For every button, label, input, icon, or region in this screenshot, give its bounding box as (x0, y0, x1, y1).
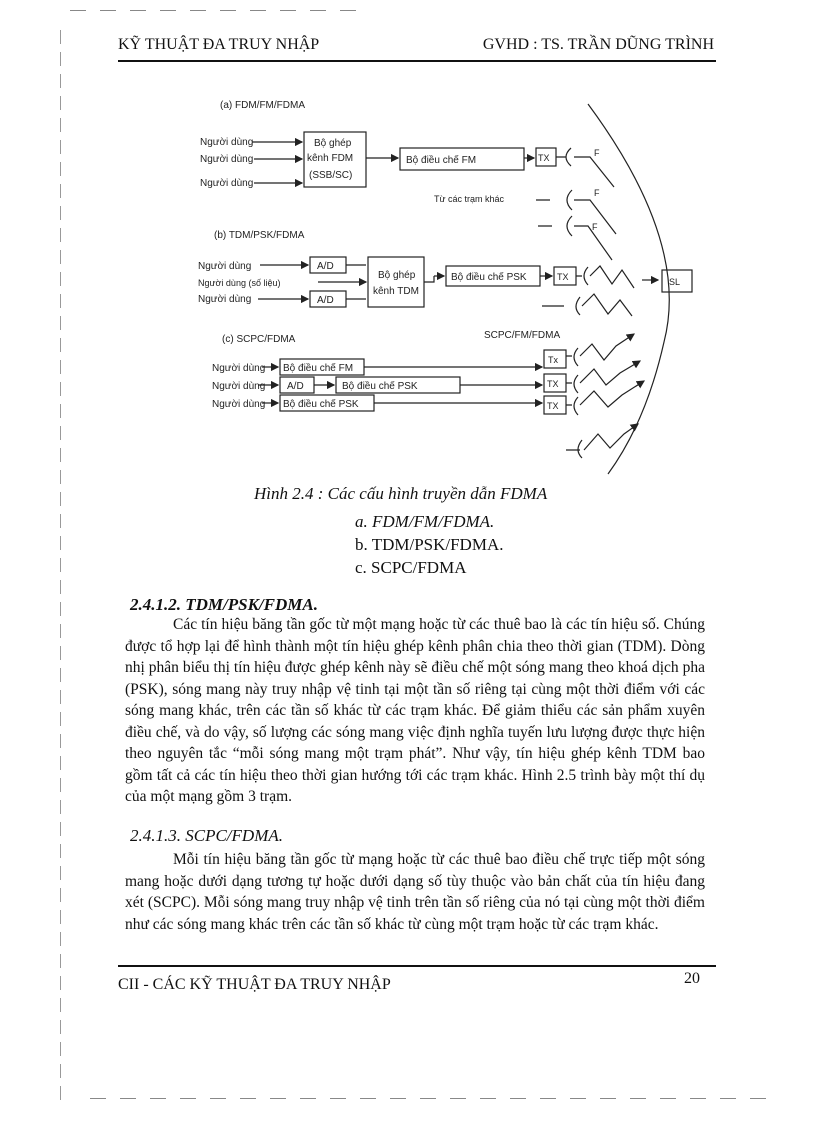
caption-item-b: b. TDM/PSK/FDMA. (355, 535, 504, 554)
fig-c-tx-3: TX (547, 401, 559, 411)
fig-a-user-2: Người dùng (200, 154, 254, 165)
fig-b-ad-1: A/D (317, 261, 334, 272)
footer-chapter: CII - CÁC KỸ THUẬT ĐA TRUY NHẬP (118, 976, 391, 993)
page-footer (118, 965, 716, 997)
fig-a-other-stations: Từ các trạm khác (434, 194, 505, 204)
fig-a-title: (a) FDM/FM/FDMA (220, 100, 305, 111)
fig-c-tx-1: Tx (548, 355, 558, 365)
fig-c-ad: A/D (287, 381, 304, 392)
fig-b-user-3: Người dùng (198, 294, 252, 305)
scan-artifact-bottom (90, 1098, 770, 1099)
page-header (118, 34, 716, 62)
caption-item-a: a. FDM/FM/FDMA. (355, 512, 495, 531)
fig-c-user-3: Người dùng (212, 399, 266, 410)
fig-c-title: (c) SCPC/FDMA (222, 334, 296, 345)
fig-a-user-1: Người dùng (200, 137, 254, 148)
tdm-mux-line2: kênh TDM (373, 286, 419, 297)
tdm-mux-line1: Bộ ghép (378, 270, 416, 281)
caption-item-c: c. SCPC/FDMA (355, 558, 467, 577)
fig-b-tx: TX (557, 272, 569, 282)
fig-c-user-2: Người dùng (212, 381, 266, 392)
fig-a-fm-mod: Bộ điều chế FM (406, 155, 477, 166)
fig-c-tx-2: TX (547, 379, 559, 389)
section-body-tdm-psk: Các tín hiệu băng tần gốc từ một mạng hoặc từ các thuê bao là các tín hiệu số. Chúng được tổ hợp lại để hình thành một tín hiệu ghép kênh phân chia theo thời gian (TDM). Dòng nhị phân biểu thị tín hiệu được ghép kênh này sẽ điều chế một sóng mang theo khoá dịch pha (PSK), sóng mang này truy nhập vệ tinh tại một tần số riêng tại cùng một thời điểm với các sóng mang khác, trên các tần số khác từ các trạm khác. Để giảm thiểu các sản phẩm xuyên điều chế, và do vậy, số lượng các sóng mang việc định nghĩa tuyến lưu lượng được thực hiện theo nguyên tắc “mỗi sóng mang một trạm phát”. Như vậy, tín hiệu ghép kênh TDM bao gồm tất cả các tín hiệu theo thời gian hướng tới các trạm khác. Hình 2.5 trình bày một thí dụ của một mạng gồm 3 trạm. (125, 616, 705, 805)
section-body-scpc: Mỗi tín hiệu băng tần gốc từ mạng hoặc từ các thuê bao điều chế trực tiếp một sóng mang hoặc dưới dạng tương tự hoặc dưới dạng số tùy thuộc vào bản chất của tín hiệu đang xét (SCPC). Mỗi sóng mang truy nhập vệ tinh trên tần số riêng của nó tại cùng một thời điểm như các sóng mang khác trên các tần số khác từ cùng một trạm hoặc từ các trạm khác. (125, 851, 705, 933)
section-heading-tdm-psk: 2.4.1.2. TDM/PSK/FDMA. (130, 595, 318, 614)
fig-a-user-3: Người dùng (200, 178, 254, 189)
section-heading-scpc: 2.4.1.3. SCPC/FDMA. (130, 826, 283, 845)
fig-b-ad-2: A/D (317, 295, 334, 306)
fig-a-freq-1: F (594, 148, 600, 158)
fdm-mux-line2: kênh FDM (307, 153, 354, 164)
fig-b-user-data: Người dùng (số liệu) (198, 278, 281, 288)
fig-c-right-title: SCPC/FM/FDMA (484, 330, 561, 341)
fig-a-freq-2: F (594, 188, 600, 198)
figure-caption: Hình 2.4 : Các cấu hình truyền dẫn FDMA (254, 484, 548, 503)
fig-c-fm-mod: Bộ điều chế FM (283, 363, 354, 374)
fdm-mux-line3: (SSB/SC) (309, 170, 353, 181)
fig-a-freq-3: F (592, 222, 598, 232)
fig-a-tx: TX (538, 153, 550, 163)
page-number: 20 (684, 970, 700, 987)
fig-c-psk-mod-2: Bộ điều chế PSK (283, 399, 359, 410)
page-margin-line (60, 30, 61, 1100)
fdma-diagram (190, 92, 700, 487)
fdm-mux-line1: Bộ ghép (314, 138, 352, 149)
header-supervisor: GVHD : TS. TRẦN DŨNG TRÌNH (482, 36, 714, 53)
fig-c-psk-mod-1: Bộ điều chế PSK (342, 381, 418, 392)
fig-b-user-1: Người dùng (198, 261, 252, 272)
fig-c-user-1: Người dùng (212, 363, 266, 374)
satellite-label: SL (669, 277, 681, 287)
fig-b-title: (b) TDM/PSK/FDMA (214, 230, 305, 241)
scan-artifact-top (70, 10, 370, 11)
header-title: KỸ THUẬT ĐA TRUY NHẬP (118, 36, 320, 53)
fig-b-psk-mod: Bộ điều chế PSK (451, 272, 527, 283)
